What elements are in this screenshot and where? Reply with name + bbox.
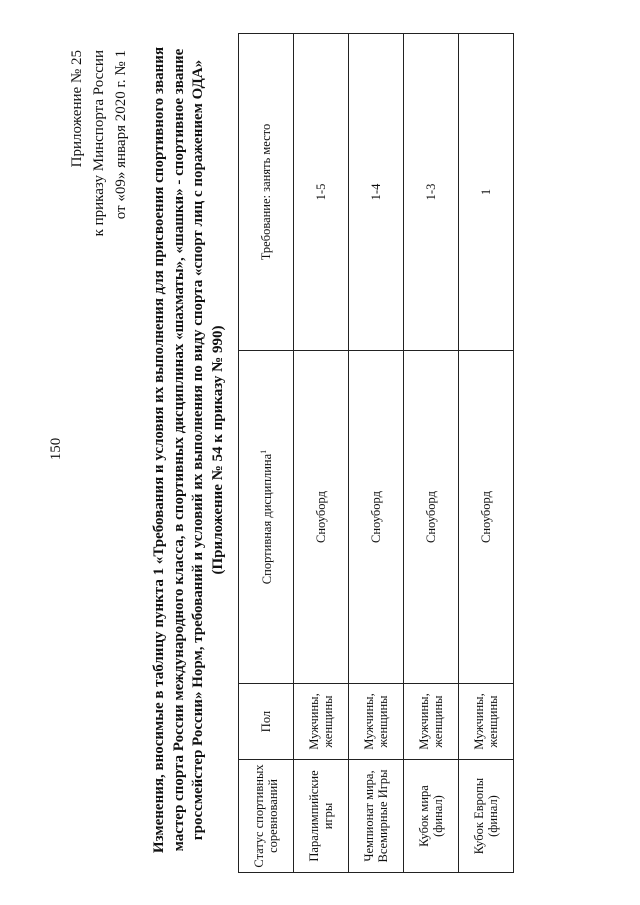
cell-place: 1-4: [349, 34, 404, 351]
cell-place: 1-3: [404, 34, 459, 351]
appendix-block: [66, 50, 132, 350]
page-number: 150: [48, 437, 64, 461]
cell-status: Кубок Европы (финал): [459, 760, 514, 873]
title-line: Изменения, вносимые в таблицу пункта 1 «Требования и условия их выполнения для присвоения спортивного звания: [151, 46, 167, 854]
appendix-line: от «09» января 2020 г. № 1: [113, 50, 129, 220]
appendix-line: к приказу Минспорта России: [91, 50, 107, 237]
title-line: (Приложение № 54 к приказу № 990): [209, 325, 226, 575]
cell-place: 1: [459, 34, 514, 351]
cell-sex: Мужчины, женщины: [349, 684, 404, 760]
appendix-line: Приложение № 25: [69, 50, 85, 168]
cell-status: Кубок мира (финал): [404, 760, 459, 873]
cell-place: 1-5: [294, 34, 349, 351]
cell-discipline: Сноуборд: [459, 351, 514, 684]
cell-sex: Мужчины, женщины: [294, 684, 349, 760]
table-row: [294, 34, 349, 873]
table-header-row: [239, 34, 294, 873]
cell-discipline: Сноуборд: [404, 351, 459, 684]
cell-status: Чемпионат мира, Всемирные Игры: [349, 760, 404, 873]
header-requirement: Требование: занять место: [239, 34, 294, 351]
table-row: [459, 34, 514, 873]
cell-sex: Мужчины, женщины: [404, 684, 459, 760]
table-row: [349, 34, 404, 873]
document-title: [150, 25, 228, 875]
cell-discipline: Сноуборд: [294, 351, 349, 684]
header-discipline: [239, 351, 294, 684]
requirements-table: [238, 33, 514, 873]
title-line: мастер спорта России международного класса, в спортивных дисциплинах «шахматы», «шашки» - спортивное звание: [170, 48, 187, 852]
title-line: гроссмейстер России» Норм, требований и условий их выполнения по виду спорта «спорт лиц с поражением ОДА»: [190, 59, 206, 841]
cell-discipline: Сноуборд: [349, 351, 404, 684]
header-sex: Пол: [239, 684, 294, 760]
header-discipline-text: Спортивная дисциплина: [260, 453, 275, 585]
cell-sex: Мужчины, женщины: [459, 684, 514, 760]
table-row: [404, 34, 459, 873]
cell-status: Паралимпийские игры: [294, 760, 349, 873]
footnote-marker: 1: [259, 449, 269, 454]
header-status: Статус спортивных соревнований: [239, 760, 294, 873]
